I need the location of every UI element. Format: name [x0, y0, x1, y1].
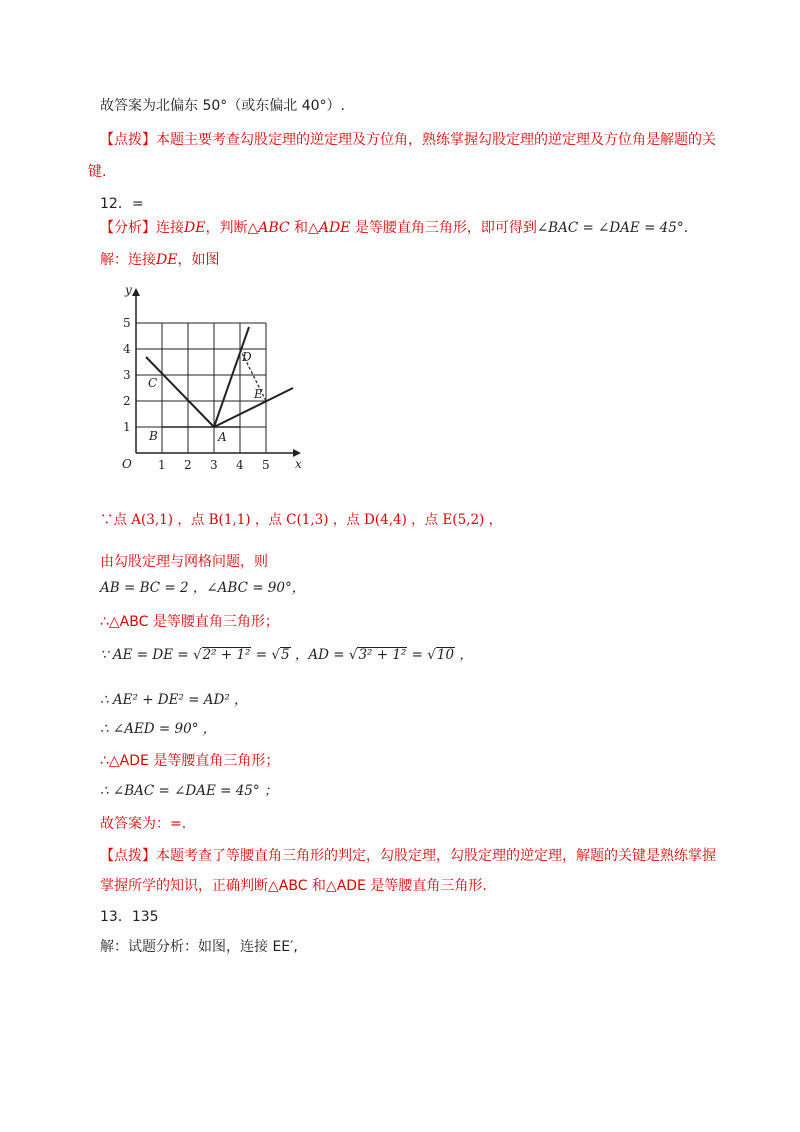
abc-isosceles-right: ∴△ABC 是等腰直角三角形； [100, 614, 279, 630]
coordinate-grid-figure [105, 282, 305, 472]
svg-text:3: 3 [123, 368, 131, 382]
final-angle-equation: ∴ ∠BAC = ∠DAE = 45° ； [100, 783, 278, 799]
y-axis-label: y [125, 283, 132, 297]
svg-text:2: 2 [184, 458, 192, 472]
ade-isosceles-right: ∴△ADE 是等腰直角三角形； [100, 753, 280, 769]
figure-lines [146, 327, 293, 427]
point-label-d: D [242, 350, 252, 364]
answer-12: 故答案为：=. [100, 816, 187, 832]
ab-bc-equation: AB = BC = 2 ，∠ABC = 90°， [100, 580, 306, 596]
svg-text:2: 2 [123, 394, 131, 408]
tip-tag: 【点拨】 [100, 132, 156, 148]
tip-11-line1 [100, 130, 716, 150]
pythagoras-grid-line: 由勾股定理与网格问题，则 [100, 554, 268, 570]
point-label-b: B [149, 429, 158, 443]
angle-equation: ∠BAC = ∠DAE = 45° [536, 220, 684, 236]
x-axis-label: x [295, 457, 302, 471]
analysis-tag: 【分析】 [100, 220, 156, 236]
y-tick-labels [123, 316, 131, 434]
tip-12-line2: 掌握所学的知识，正确判断△ABC 和△ADE 是等腰直角三角形. [100, 878, 487, 894]
tip-text: 本题主要考查勾股定理的逆定理及方位角，熟练掌握勾股定理的逆定理及方位角是解题的关 [156, 132, 716, 148]
solution-12-intro: 解：连接DE，如图 [100, 252, 220, 268]
svg-text:5: 5 [262, 458, 270, 472]
problem-12-heading: 12．= [100, 196, 144, 212]
svg-text:1: 1 [158, 458, 166, 472]
origin-label: O [122, 457, 132, 471]
x-tick-labels [158, 458, 270, 472]
analysis-12: 【分析】连接DE，判断△ABC 和△ADE 是等腰直角三角形，即可得到∠BAC = ∠DAE = 45°. [100, 220, 689, 236]
angle-aed: ∴ ∠AED = 90° ， [100, 721, 217, 737]
point-label-a: A [218, 430, 227, 444]
tip-11-line2: 键. [88, 164, 107, 180]
answer-11: 故答案为北偏东 50°（或东偏北 40°）. [100, 98, 345, 114]
svg-text:4: 4 [123, 342, 131, 356]
svg-text:4: 4 [236, 458, 244, 472]
tip-tag: 【点拨】 [100, 848, 156, 864]
sum-of-squares: ∴ AE² + DE² = AD² ， [100, 692, 248, 708]
svg-text:3: 3 [210, 458, 218, 472]
solution-13-intro: 解：试题分析：如图，连接 EE′, [100, 939, 298, 955]
ae-de-ad-lengths: ∵ AE = DE = √2² + 1² = √5 ，AD = √3² + 1² = √10 ， [100, 647, 473, 663]
points-statement: ∵点 A(3,1) ，点 B(1,1) ，点 C(1,3) ，点 D(4,4) ，点 E(5,2) ， [100, 512, 503, 528]
problem-13-heading: 13．135 [100, 909, 159, 925]
svg-text:5: 5 [123, 316, 131, 330]
tip-12-line1: 【点拨】本题考查了等腰直角三角形的判定，勾股定理，勾股定理的逆定理，解题的关键是熟练掌握 [100, 848, 716, 864]
point-label-c: C [148, 376, 158, 390]
svg-text:1: 1 [123, 420, 131, 434]
point-label-e: E [254, 387, 263, 401]
